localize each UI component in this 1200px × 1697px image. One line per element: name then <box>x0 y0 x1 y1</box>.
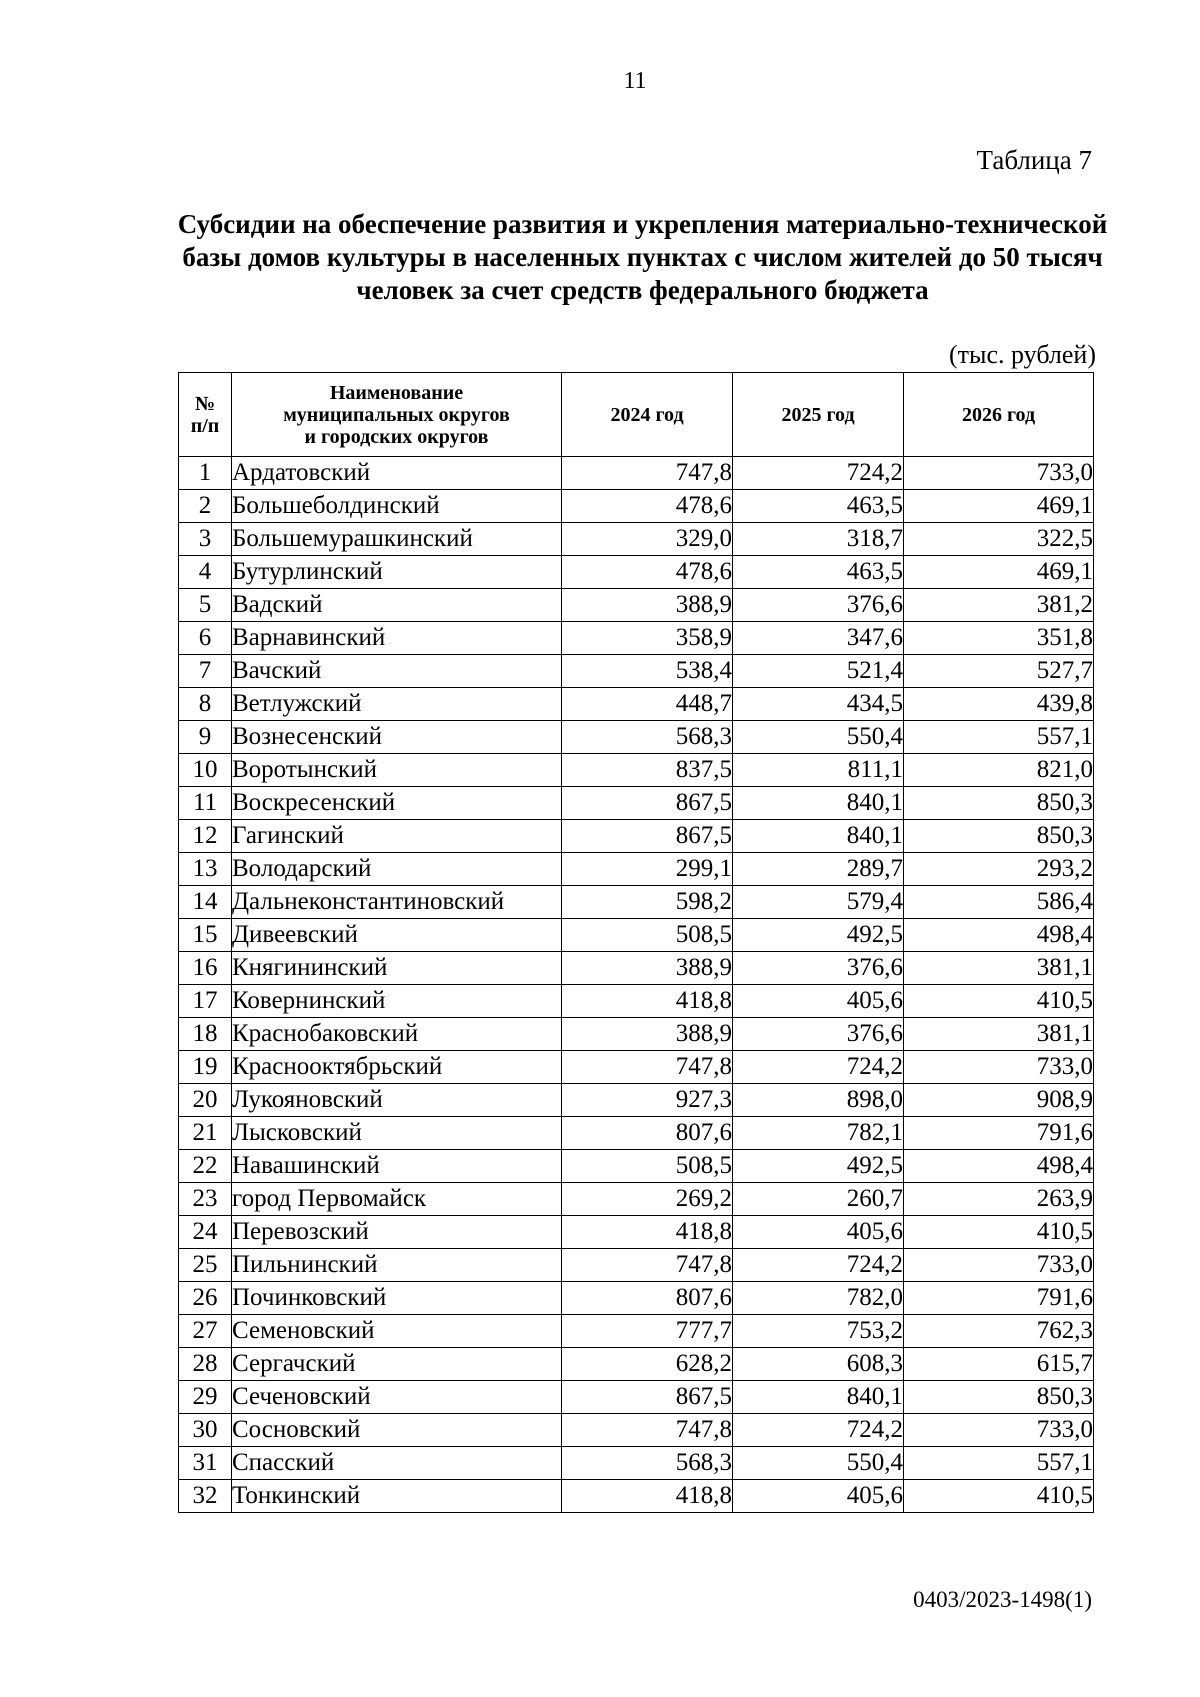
value-2024: 418,8 <box>562 1216 733 1249</box>
value-2026: 469,1 <box>904 556 1094 589</box>
document-code: 0403/2023-1498(1) <box>913 1587 1092 1612</box>
table-row <box>179 523 1094 556</box>
value-2025: 840,1 <box>733 1381 904 1414</box>
table-row <box>179 985 1094 1018</box>
table-row <box>179 1480 1094 1513</box>
value-2024: 747,8 <box>562 1414 733 1447</box>
row-number: 31 <box>179 1447 232 1480</box>
value-2025: 492,5 <box>733 1150 904 1183</box>
table-row <box>179 1315 1094 1348</box>
table-row <box>179 589 1094 622</box>
table-row <box>179 1282 1094 1315</box>
value-2025: 260,7 <box>733 1183 904 1216</box>
district-name: Семеновский <box>232 1315 562 1348</box>
value-2026: 381,1 <box>904 952 1094 985</box>
value-2024: 508,5 <box>562 1150 733 1183</box>
value-2025: 434,5 <box>733 688 904 721</box>
value-2026: 850,3 <box>904 820 1094 853</box>
row-number: 14 <box>179 886 232 919</box>
district-name: Гагинский <box>232 820 562 853</box>
value-2025: 724,2 <box>733 457 904 490</box>
row-number: 9 <box>179 721 232 754</box>
value-2024: 598,2 <box>562 886 733 919</box>
district-name: Перевозский <box>232 1216 562 1249</box>
value-2026: 733,0 <box>904 1051 1094 1084</box>
value-2025: 550,4 <box>733 1447 904 1480</box>
district-name: Лысковский <box>232 1117 562 1150</box>
header-number-line2: п/п <box>190 414 220 437</box>
value-2024: 508,5 <box>562 919 733 952</box>
value-2026: 469,1 <box>904 490 1094 523</box>
district-name: Лукояновский <box>232 1084 562 1117</box>
row-number: 28 <box>179 1348 232 1381</box>
subsidy-table <box>178 372 1094 1513</box>
table-row <box>179 919 1094 952</box>
row-number: 3 <box>179 523 232 556</box>
value-2024: 807,6 <box>562 1117 733 1150</box>
header-number <box>179 373 232 457</box>
value-2024: 358,9 <box>562 622 733 655</box>
table-body <box>179 457 1094 1513</box>
value-2025: 811,1 <box>733 754 904 787</box>
row-number: 23 <box>179 1183 232 1216</box>
table-row <box>179 754 1094 787</box>
value-2024: 538,4 <box>562 655 733 688</box>
value-2025: 753,2 <box>733 1315 904 1348</box>
value-2026: 351,8 <box>904 622 1094 655</box>
value-2025: 492,5 <box>733 919 904 952</box>
table-row <box>179 1447 1094 1480</box>
header-name-line1: Наименование <box>329 381 464 404</box>
row-number: 32 <box>179 1480 232 1513</box>
row-number: 30 <box>179 1414 232 1447</box>
row-number: 8 <box>179 688 232 721</box>
value-2026: 733,0 <box>904 457 1094 490</box>
value-2025: 898,0 <box>733 1084 904 1117</box>
value-2024: 329,0 <box>562 523 733 556</box>
district-name: Починковский <box>232 1282 562 1315</box>
table-row <box>179 1249 1094 1282</box>
table-row <box>179 886 1094 919</box>
value-2025: 347,6 <box>733 622 904 655</box>
row-number: 1 <box>179 457 232 490</box>
district-name: Володарский <box>232 853 562 886</box>
value-2026: 498,4 <box>904 1150 1094 1183</box>
value-2024: 478,6 <box>562 556 733 589</box>
table-row <box>179 1150 1094 1183</box>
district-name: Спасский <box>232 1447 562 1480</box>
table-row <box>179 1117 1094 1150</box>
row-number: 25 <box>179 1249 232 1282</box>
value-2026: 791,6 <box>904 1117 1094 1150</box>
row-number: 10 <box>179 754 232 787</box>
value-2024: 568,3 <box>562 1447 733 1480</box>
value-2024: 448,7 <box>562 688 733 721</box>
value-2026: 410,5 <box>904 1480 1094 1513</box>
value-2024: 388,9 <box>562 1018 733 1051</box>
value-2026: 557,1 <box>904 1447 1094 1480</box>
value-2024: 568,3 <box>562 721 733 754</box>
table-row <box>179 820 1094 853</box>
value-2026: 439,8 <box>904 688 1094 721</box>
value-2024: 777,7 <box>562 1315 733 1348</box>
row-number: 20 <box>179 1084 232 1117</box>
table-row <box>179 655 1094 688</box>
table-row <box>179 853 1094 886</box>
table-row <box>179 1348 1094 1381</box>
table-row <box>179 1414 1094 1447</box>
value-2026: 908,9 <box>904 1084 1094 1117</box>
value-2026: 850,3 <box>904 1381 1094 1414</box>
header-2024: 2024 год <box>562 373 733 457</box>
table-row <box>179 787 1094 820</box>
header-2025: 2025 год <box>733 373 904 457</box>
header-number-line1: № <box>194 392 216 415</box>
value-2026: 733,0 <box>904 1414 1094 1447</box>
district-name: Сергачский <box>232 1348 562 1381</box>
value-2025: 840,1 <box>733 787 904 820</box>
value-2025: 376,6 <box>733 589 904 622</box>
value-2025: 521,4 <box>733 655 904 688</box>
row-number: 17 <box>179 985 232 1018</box>
value-2026: 733,0 <box>904 1249 1094 1282</box>
page-number: 11 <box>623 68 647 94</box>
district-name: Краснобаковский <box>232 1018 562 1051</box>
district-name: Ардатовский <box>232 457 562 490</box>
table-row <box>179 622 1094 655</box>
value-2025: 724,2 <box>733 1249 904 1282</box>
district-name: Ветлужский <box>232 688 562 721</box>
value-2024: 747,8 <box>562 1249 733 1282</box>
value-2025: 608,3 <box>733 1348 904 1381</box>
value-2026: 615,7 <box>904 1348 1094 1381</box>
value-2024: 269,2 <box>562 1183 733 1216</box>
value-2025: 724,2 <box>733 1414 904 1447</box>
district-name: Варнавинский <box>232 622 562 655</box>
table-row <box>179 1381 1094 1414</box>
value-2024: 628,2 <box>562 1348 733 1381</box>
district-name: Сосновский <box>232 1414 562 1447</box>
value-2024: 418,8 <box>562 1480 733 1513</box>
value-2026: 791,6 <box>904 1282 1094 1315</box>
value-2026: 263,9 <box>904 1183 1094 1216</box>
value-2024: 837,5 <box>562 754 733 787</box>
table-header-row <box>179 373 1094 457</box>
value-2026: 410,5 <box>904 985 1094 1018</box>
value-2025: 289,7 <box>733 853 904 886</box>
row-number: 12 <box>179 820 232 853</box>
district-name: Пильнинский <box>232 1249 562 1282</box>
value-2024: 388,9 <box>562 952 733 985</box>
row-number: 7 <box>179 655 232 688</box>
row-number: 15 <box>179 919 232 952</box>
value-2026: 322,5 <box>904 523 1094 556</box>
table-row <box>179 556 1094 589</box>
value-2024: 747,8 <box>562 1051 733 1084</box>
table-label: Таблица 7 <box>976 145 1092 175</box>
district-name: Вачский <box>232 655 562 688</box>
value-2026: 821,0 <box>904 754 1094 787</box>
value-2026: 381,2 <box>904 589 1094 622</box>
table-row <box>179 1051 1094 1084</box>
value-2025: 405,6 <box>733 1480 904 1513</box>
value-2026: 293,2 <box>904 853 1094 886</box>
header-name-line3: и городских округов <box>304 425 489 448</box>
table-row <box>179 1216 1094 1249</box>
district-name: Дивеевский <box>232 919 562 952</box>
district-name: Дальнеконстантиновский <box>232 886 562 919</box>
value-2026: 762,3 <box>904 1315 1094 1348</box>
units-note: (тыс. рублей) <box>948 340 1096 369</box>
district-name: Вадский <box>232 589 562 622</box>
value-2026: 498,4 <box>904 919 1094 952</box>
row-number: 13 <box>179 853 232 886</box>
district-name: Княгининский <box>232 952 562 985</box>
row-number: 26 <box>179 1282 232 1315</box>
row-number: 18 <box>179 1018 232 1051</box>
district-name: Ковернинский <box>232 985 562 1018</box>
table-row <box>179 1018 1094 1051</box>
row-number: 11 <box>179 787 232 820</box>
row-number: 22 <box>179 1150 232 1183</box>
district-name: Большеболдинский <box>232 490 562 523</box>
value-2025: 376,6 <box>733 952 904 985</box>
value-2026: 527,7 <box>904 655 1094 688</box>
row-number: 4 <box>179 556 232 589</box>
row-number: 24 <box>179 1216 232 1249</box>
value-2024: 867,5 <box>562 1381 733 1414</box>
value-2025: 463,5 <box>733 490 904 523</box>
value-2024: 927,3 <box>562 1084 733 1117</box>
value-2025: 405,6 <box>733 985 904 1018</box>
table-row <box>179 1183 1094 1216</box>
row-number: 29 <box>179 1381 232 1414</box>
table-row <box>179 721 1094 754</box>
row-number: 6 <box>179 622 232 655</box>
row-number: 19 <box>179 1051 232 1084</box>
value-2025: 782,0 <box>733 1282 904 1315</box>
value-2024: 867,5 <box>562 787 733 820</box>
value-2025: 840,1 <box>733 820 904 853</box>
district-name: Вознесенский <box>232 721 562 754</box>
value-2024: 418,8 <box>562 985 733 1018</box>
table-row <box>179 1084 1094 1117</box>
table-row <box>179 490 1094 523</box>
value-2024: 299,1 <box>562 853 733 886</box>
value-2026: 850,3 <box>904 787 1094 820</box>
district-name: Воскресенский <box>232 787 562 820</box>
table-row <box>179 457 1094 490</box>
row-number: 2 <box>179 490 232 523</box>
value-2025: 318,7 <box>733 523 904 556</box>
value-2026: 381,1 <box>904 1018 1094 1051</box>
value-2024: 747,8 <box>562 457 733 490</box>
row-number: 16 <box>179 952 232 985</box>
table-row <box>179 688 1094 721</box>
value-2024: 388,9 <box>562 589 733 622</box>
value-2025: 724,2 <box>733 1051 904 1084</box>
row-number: 21 <box>179 1117 232 1150</box>
district-name: Бутурлинский <box>232 556 562 589</box>
district-name: Воротынский <box>232 754 562 787</box>
value-2024: 867,5 <box>562 820 733 853</box>
value-2026: 586,4 <box>904 886 1094 919</box>
value-2025: 463,5 <box>733 556 904 589</box>
district-name: Большемурашкинский <box>232 523 562 556</box>
district-name: город Первомайск <box>232 1183 562 1216</box>
value-2026: 410,5 <box>904 1216 1094 1249</box>
value-2025: 550,4 <box>733 721 904 754</box>
value-2025: 579,4 <box>733 886 904 919</box>
district-name: Навашинский <box>232 1150 562 1183</box>
district-name: Краснооктябрьский <box>232 1051 562 1084</box>
value-2024: 478,6 <box>562 490 733 523</box>
header-name <box>232 373 562 457</box>
document-title: Субсидии на обеспечение развития и укрепления материально-технической базы домов культуры в населенных пунктах с числом жителей до 50 тысяч человек за счет средств федерального бюджета <box>177 209 1108 305</box>
value-2025: 405,6 <box>733 1216 904 1249</box>
value-2026: 557,1 <box>904 721 1094 754</box>
value-2024: 807,6 <box>562 1282 733 1315</box>
value-2025: 782,1 <box>733 1117 904 1150</box>
row-number: 5 <box>179 589 232 622</box>
district-name: Тонкинский <box>232 1480 562 1513</box>
row-number: 27 <box>179 1315 232 1348</box>
header-name-line2: муниципальных округов <box>283 403 510 426</box>
header-2026: 2026 год <box>904 373 1094 457</box>
table-row <box>179 952 1094 985</box>
district-name: Сеченовский <box>232 1381 562 1414</box>
value-2025: 376,6 <box>733 1018 904 1051</box>
